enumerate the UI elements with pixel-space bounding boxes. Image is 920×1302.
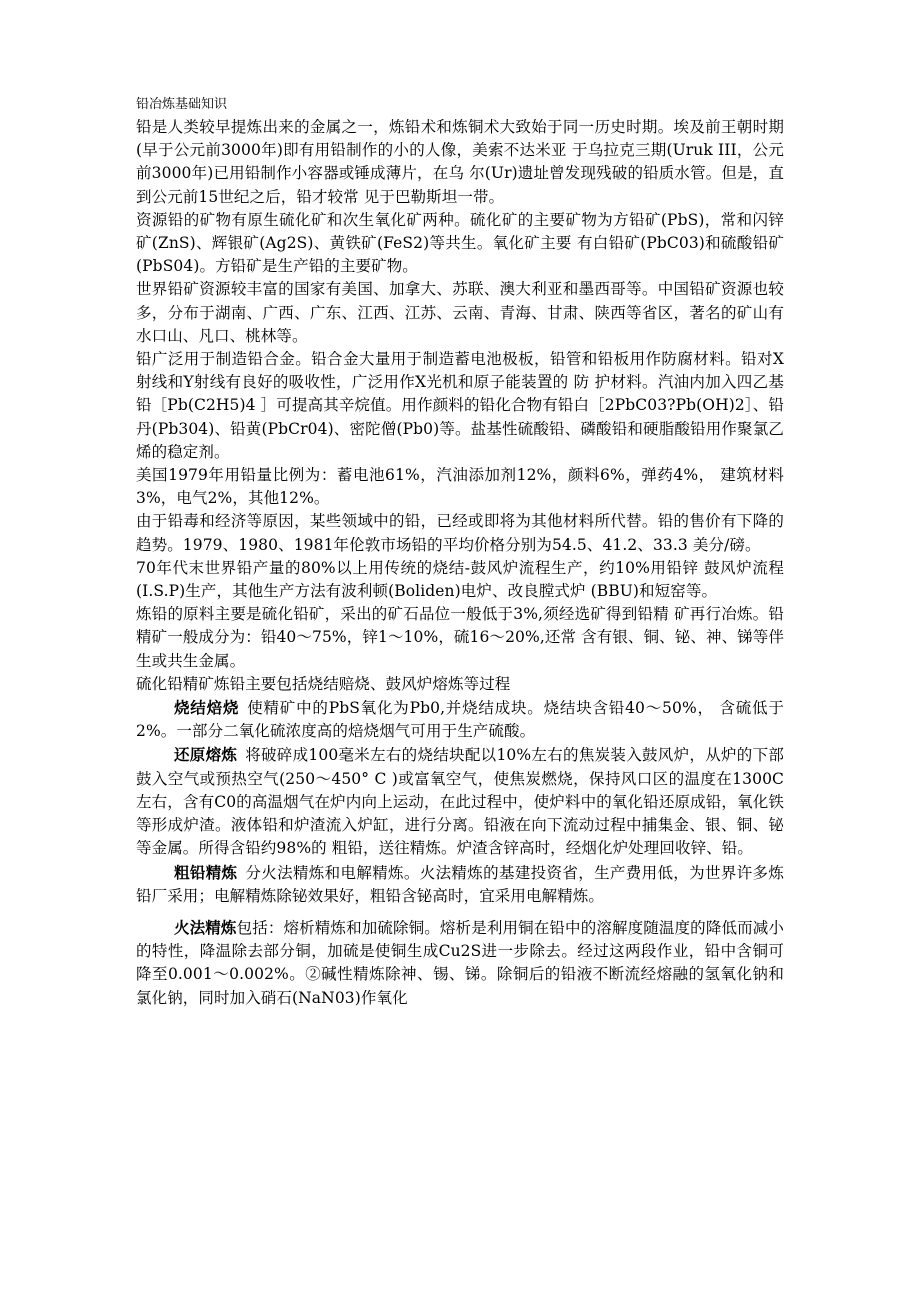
paragraph-usage-ratio: 美国1979年用铅量比例为：蓄电池61%，汽油添加剂12%，颜料6%，弹药4%， 建筑材料3%，电气2%，其他12%。 [136, 466, 784, 508]
section-text: 包括：熔析精炼和加硫除铜。熔析是利用铜在铅中的溶解度随温度的降低而减小的特性，降温除去部分铜，加硫是使铜生成Cu2S进一步除去。经过这两段作业，铅中含铜可降至0.001〜0.002%。②碱性精炼除神、锡、锑。除铜后的铅液不断流经熔融的氢氧化钠和氯化钠，同时加入硝石(NaN03)作氧化 [136, 918, 784, 1007]
section-text: 分火法精炼和电解精炼。火法精炼的基建投资省，生产费用低，为世界许多炼铅厂采用；电解精炼除铋效果好，粗铅含铋高时，宜采用电解精炼。 [136, 863, 785, 905]
section-text: 使精矿中的PbS氧化为Pb0,并烧结成块。烧结块含铅40〜50%， 含硫低于2%。一部分二氧化硫浓度高的焙烧烟气可用于生产硫酸。 [136, 699, 784, 741]
document-title: 铅冶炼基础知识 [136, 97, 228, 112]
section-heading: 粗铅精炼 [174, 862, 238, 882]
document-page [136, 96, 784, 1010]
paragraph-history: 铅是人类较早提炼出来的金属之一，炼铅术和炼铜术大致始于同一历史时期。埃及前王朝时期(早于公元前3000年)即有用铅制作的小的人像，美索不达米亚 于乌拉克三期(Uruk III，公元前3000年)已用铅制作小容器或锤成薄片，在乌 尔(Ur)遗址曾发现残破的铅质水管。但是，直到公元前15世纪之后，铅才较常 见于巴勒斯坦一带。 [136, 118, 784, 206]
section-heading: 火法精炼 [174, 917, 237, 937]
section-text: 将破碎成100毫米左右的烧结块配以10%左右的焦炭装入鼓风炉，从炉的下部鼓入空气或预热空气(250〜450° C )或富氧空气，使焦炭燃烧，保持风口区的温度在1300C左右，含有C0的高温烟气在炉内向上运动，在此过程中，使炉料中的氧化铅还原成铅，氧化铁等形成炉渣。液体铅和炉渣流入炉缸，进行分离。铅液在向下流动过程中捕集金、银、铜、铋等金属。所得含铅约98%的 粗铅，送往精炼。炉渣含锌高时，经烟化炉处理回收锌、铅。 [136, 746, 784, 858]
section-sintering [136, 696, 784, 743]
section-fire-refining [136, 916, 784, 1010]
section-heading: 还原熔炼 [174, 745, 238, 765]
section-heading: 烧结焙烧 [174, 698, 240, 718]
paragraph-production-process: 70年代末世界铅产量的80%以上用传统的烧结-鼓风炉流程生产，约10%用铅锌 鼓风炉流程(I.S.P)生产，其他生产方法有波利顿(Boliden)电炉、改良膛式炉 (BBU)和短窑等。 [136, 558, 784, 601]
section-crude-lead-refining [136, 861, 784, 908]
paragraph-raw-materials: 炼铅的原料主要是硫化铅矿，采出的矿石品位一般低于3%,须经选矿得到铅精 矿再行冶炼。铅精矿一般成分为：铅40〜75%，锌1〜10%，硫16〜20%,还常 含有银、铜、铋、神、锑等伴生或共生金属。 [136, 605, 784, 670]
paragraph-uses: 铅广泛用于制造铅合金。铅合金大量用于制造蓄电池极板，铅管和铅板用作防腐材料。铅对X射线和Y射线有良好的吸收性，广泛用作X光机和原子能装置的 防 护材料。汽油内加入四乙基铅［Pb(C2H5)4 ］可提高其辛烷值。用作颜料的铅化合物有铅白［2PbC03?Pb(OH)2］、铅丹(Pb304)、铅黄(PbCr04)、密陀僧(Pb0)等。盐基性硫酸铅、磷酸铅和硬脂酸铅用作聚氯乙烯的稳定剂。 [136, 350, 784, 461]
paragraph-process-intro: 硫化铅精矿炼铅主要包括烧结赔烧、鼓风炉熔炼等过程 [136, 674, 511, 693]
paragraph-resources: 资源铅的矿物有原生硫化矿和次生氧化矿两种。硫化矿的主要矿物为方铅矿(PbS)，常和闪锌矿(ZnS)、辉银矿(Ag2S)、黄铁矿(FeS2)等共生。氧化矿主要 有白铅矿(PbC03)和硫酸铅矿(PbS04)。方铅矿是生产铅的主要矿物。 [136, 210, 784, 276]
paragraph-price-trend: 由于铅毒和经济等原因，某些领域中的铅，已经或即将为其他材料所代替。铅的售价有下降的趋势。1979、1980、1981年伦敦市场铅的平均价格分别为54.5、41.2、33.3 美分/磅。 [136, 512, 784, 554]
paragraph-world-resources: 世界铅矿资源较丰富的国家有美国、加拿大、苏联、澳大利亚和墨西哥等。中国铅矿资源也较多，分布于湖南、广西、广东、江西、江苏、云南、青海、甘肃、陕西等省区，著名的矿山有水口山、凡口、桃林等。 [136, 280, 784, 345]
section-reduction-smelting [136, 743, 784, 860]
